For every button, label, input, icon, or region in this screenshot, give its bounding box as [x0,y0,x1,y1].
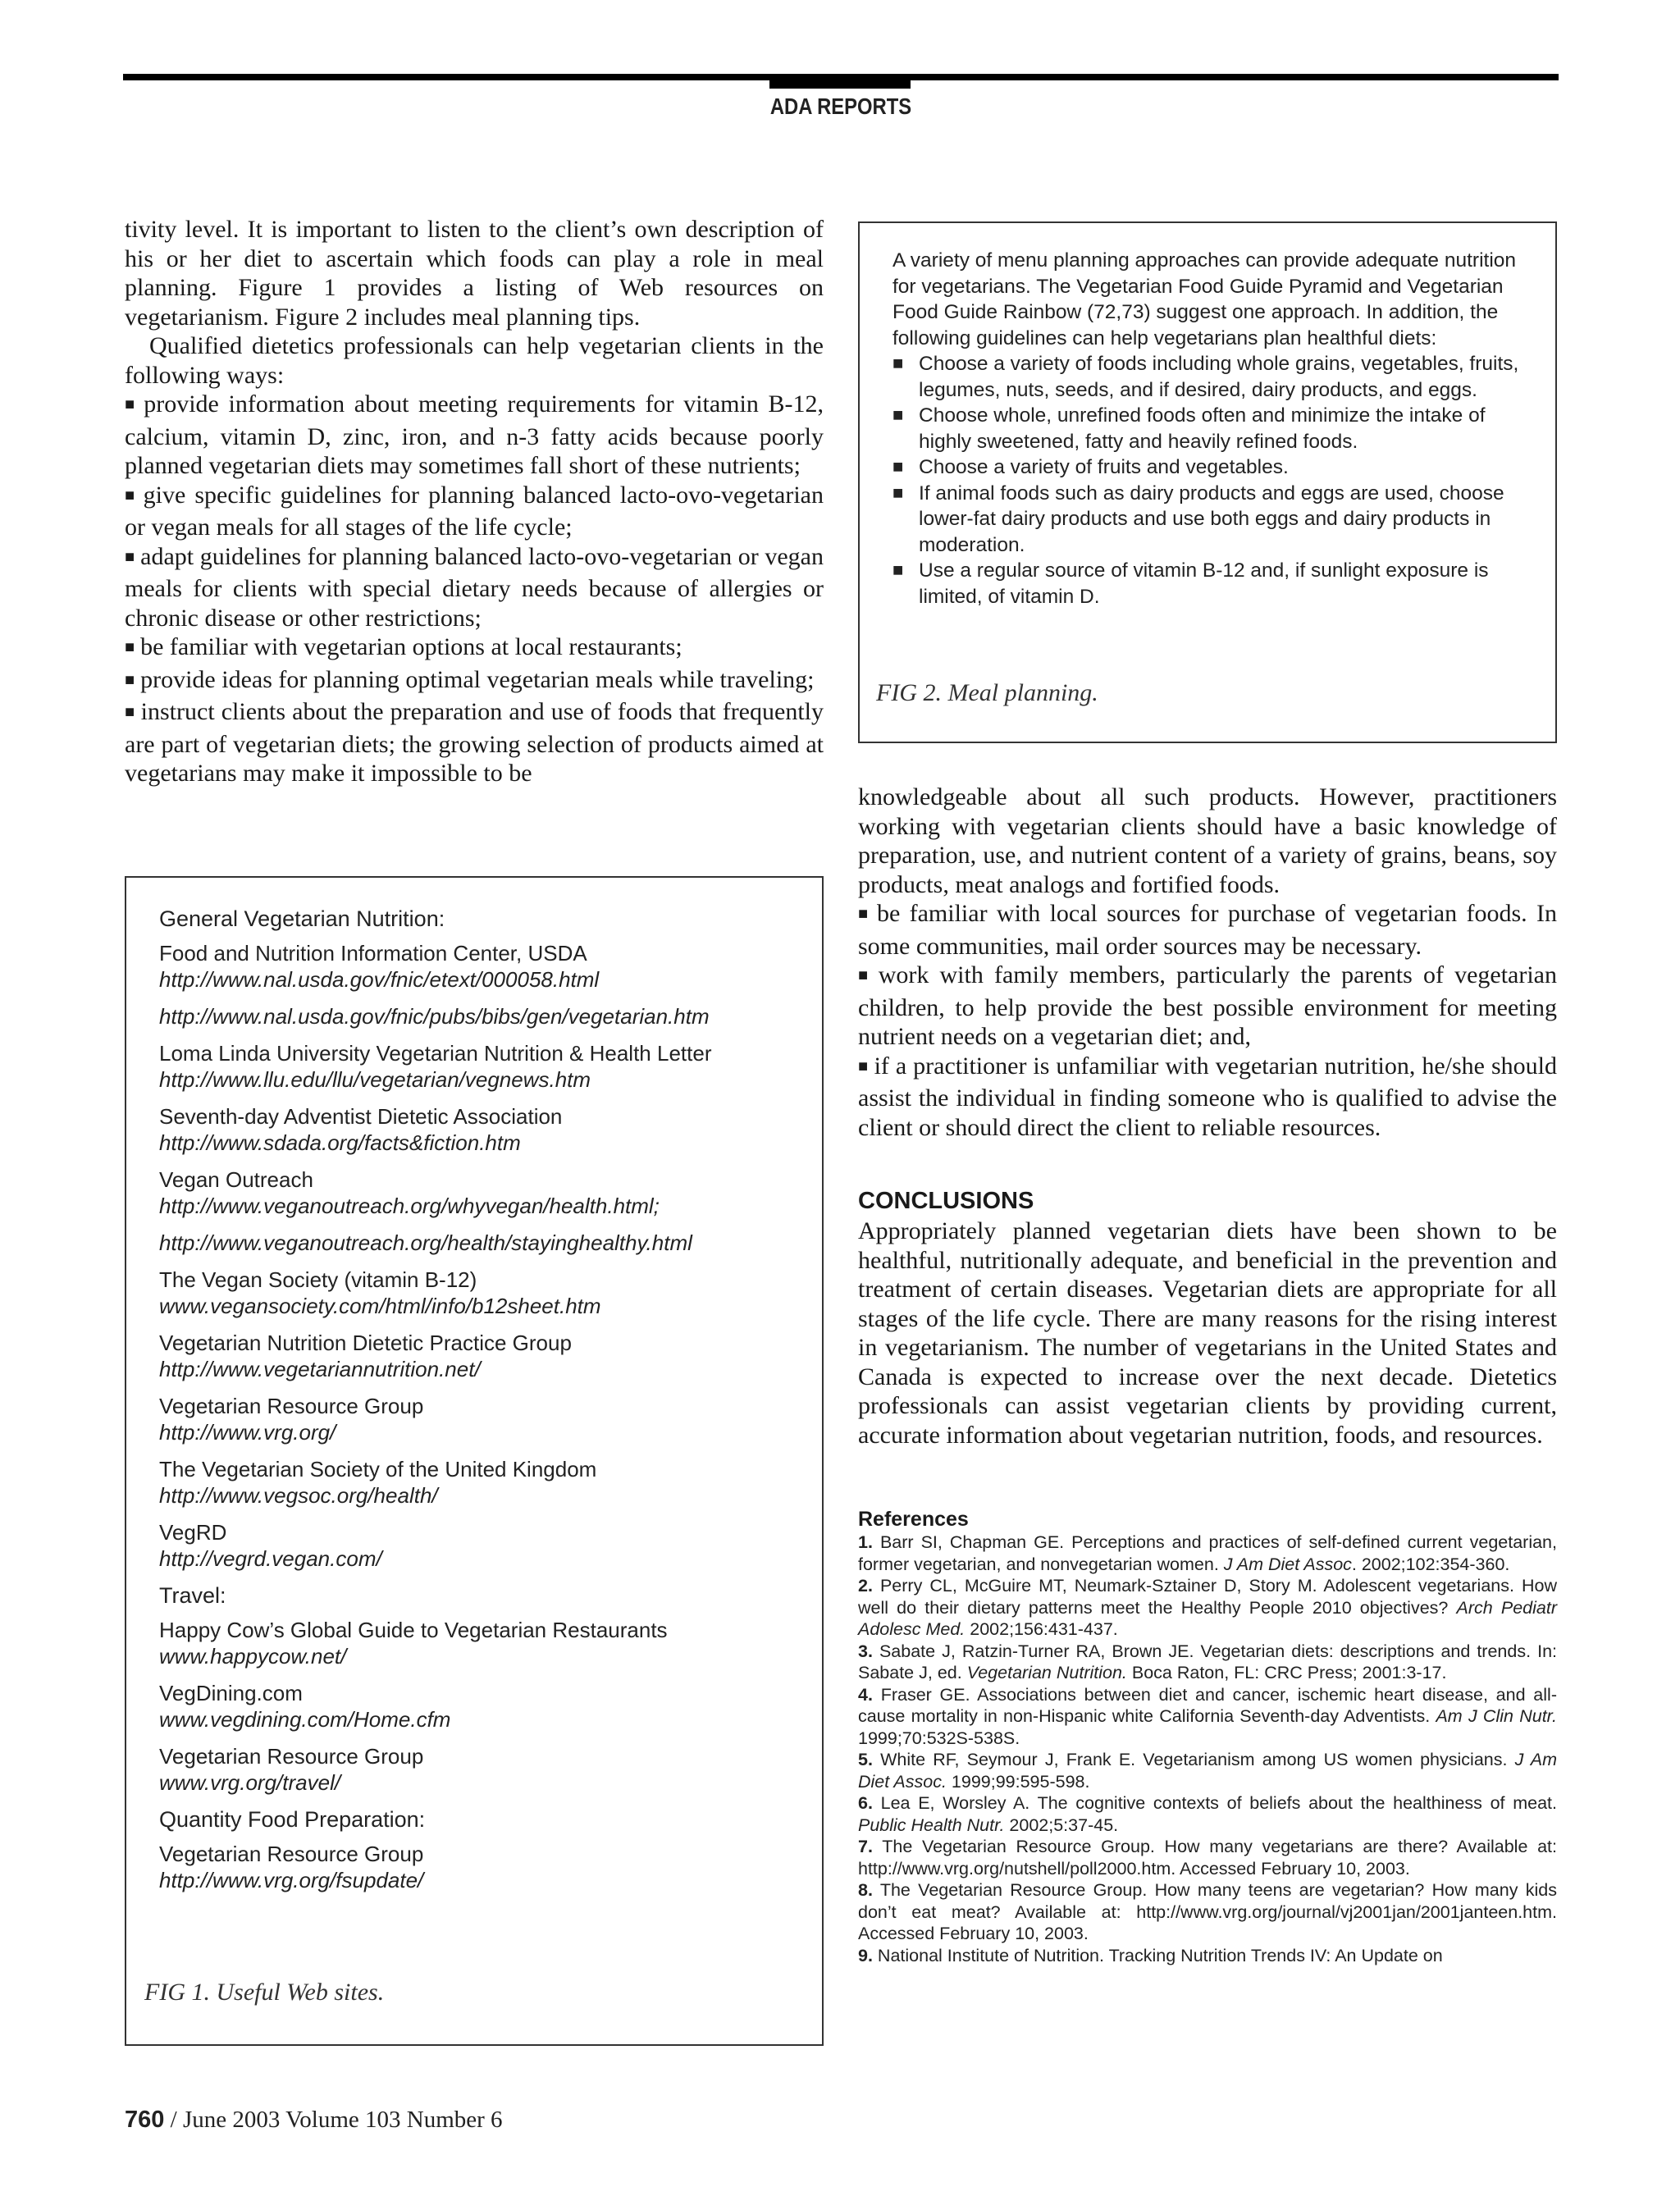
bullet-item: ■ be familiar with local sources for purchase of vegetarian foods. In some communities, mail order sources may be necessary. [858,899,1557,961]
figure-2-caption: FIG 2. Meal planning. [876,679,1098,706]
bullet-item: ■ provide ideas for planning optimal vegetarian meals while traveling; [125,665,824,698]
reference-text: . 2002;102:354-360. [1351,1554,1510,1574]
conclusions-heading: CONCLUSIONS [858,1188,1034,1214]
resource-url-link[interactable]: http://www.nal.usda.gov/fnic/etext/000058.html [159,967,600,992]
right-column-text [858,783,1557,1142]
web-resource-entry [159,1330,799,1382]
reference-number: 4. [858,1684,873,1705]
figure-2-box [858,221,1557,743]
reference-text: The Vegetarian Resource Group. How many vegetarians are there? Available at: http://www.vrg.org/nutshell/poll2000.htm. Accessed February 10, 2003. [858,1837,1557,1879]
left-column-text [125,215,824,788]
web-resource-list [159,940,799,1572]
bullet-item: ■ instruct clients about the preparation and use of foods that frequently are part of vegetarian diets; the growing selection of products aimed at vegetarians may make it impossible to be [125,697,824,788]
bullet-item: ■ provide information about meeting requirements for vitamin B-12, calcium, vitamin D, zinc, iron, and n-3 fatty acids because poorly planned vegetarian diets may sometimes fall short of these nutrients; [125,390,824,481]
reference-text: National Institute of Nutrition. Tracking Nutrition Trends IV: An Update on [877,1945,1443,1965]
resource-name: Vegetarian Resource Group [159,1394,424,1418]
resource-url-link[interactable]: www.vrg.org/travel/ [159,1770,341,1795]
resource-name: Vegetarian Resource Group [159,1842,424,1866]
web-resource-entry [159,1230,799,1256]
resource-name: Vegan Outreach [159,1167,313,1192]
reference-number: 5. [858,1750,873,1769]
paragraph: tivity level. It is important to listen to the client’s own description of his or her diet to ascertain which foods can play a role in meal planning. Figure 1 provides a listing of Web resources on vegetarianism. Figure 2 includes meal planning tips. [125,216,824,331]
bullet-item: ■ if a practitioner is unfamiliar with vegetarian nutrition, he/she should assist the individual in finding someone who is qualified to advise the client or should direct the client to reliable resources. [858,1052,1557,1143]
reference-item [858,1879,1557,1945]
paragraph: knowledgeable about all such products. However, practitioners working with vegetarian clients should have a basic knowledge of preparation, use, and nutrient content of a variety of grains, beans, soy products, meat analogs and fortified foods. [858,783,1557,898]
web-resource-entry [159,1519,799,1572]
web-resource-entry [159,1841,799,1893]
guideline-list [892,351,1526,609]
figure-1-content [159,901,799,1904]
resource-url-link[interactable]: http://www.vegsoc.org/health/ [159,1483,438,1508]
reference-item [858,1792,1557,1836]
web-resource-entry [159,1003,799,1029]
issue-info: / June 2003 Volume 103 Number 6 [164,2107,503,2133]
bullet-item: ■ work with family members, particularly the parents of vegetarian children, to help provide the best possible environment for meeting nutrient needs on a vegetarian diet; and, [858,961,1557,1052]
web-resource-entry [159,1166,799,1219]
conclusions-paragraph: Appropriately planned vegetarian diets have been shown to be healthful, nutritionally adequate, and beneficial in the prevention and treatment of certain diseases. Vegetarian diets are appropriate for all stages of the life cycle. There are many reasons for the rising interest in vegetarianism. The number of vegetarians in the United States and Canada is expected to increase over the next decade. Dietetics professionals can assist vegetarian clients by providing current, accurate information about vegetarian nutrition, foods, and resources. [858,1217,1557,1449]
header-tab [769,80,911,89]
web-resource-entry [159,1040,799,1093]
guideline-item: ■ Choose a variety of foods including whole grains, vegetables, fruits, legumes, nuts, seeds, and if desired, dairy products, and eggs. [892,351,1526,403]
reference-item [858,1575,1557,1641]
figure-2-content [892,248,1526,609]
web-resource-entry [159,1103,799,1156]
reference-text: Sabate J, Ratzin-Turner RA, Brown JE. Vegetarian diets: descriptions and trends. In: Sabate J, ed. [858,1641,1557,1682]
web-resource-entry [159,1456,799,1509]
resource-url-link[interactable]: http://www.vegetariannutrition.net/ [159,1357,481,1381]
resource-name: VegDining.com [159,1681,303,1705]
resource-url-link[interactable]: http://www.llu.edu/llu/vegetarian/vegnews.htm [159,1067,591,1092]
resource-url-link[interactable]: http://www.vrg.org/fsupdate/ [159,1868,424,1892]
figure-2-intro: A variety of menu planning approaches can provide adequate nutrition for vegetarians. The Vegetarian Food Guide Pyramid and Vegetarian Food Guide Rainbow (72,73) suggest one approach. In addition, the following guidelines can help vegetarians plan healthful diets: [892,249,1517,349]
resource-name: Vegetarian Resource Group [159,1744,424,1769]
bullet-item: ■ give specific guidelines for planning balanced lacto-ovo-vegetarian or vegan meals for all stages of the life cycle; [125,481,824,542]
web-resource-entry [159,940,799,993]
resource-name: The Vegetarian Society of the United Kingdom [159,1457,597,1481]
resource-url-link[interactable]: www.vegansociety.com/html/info/b12sheet.htm [159,1294,601,1318]
reference-item [858,1749,1557,1792]
reference-journal: J Am Diet Assoc [1223,1554,1352,1574]
page-footer [125,2107,503,2134]
web-resource-entry [159,1617,799,1669]
resource-name: The Vegan Society (vitamin B-12) [159,1267,477,1292]
section-heading: General Vegetarian Nutrition: [159,906,445,931]
reference-item [858,1641,1557,1684]
reference-journal: Am J Clin Nutr. [1436,1706,1558,1726]
reference-number: 2. [858,1576,873,1596]
references-section [858,1508,1557,1966]
reference-item [858,1532,1557,1575]
reference-number: 3. [858,1641,873,1661]
reference-text: Fraser GE. Associations between diet and cancer, ischemic heart disease, and all-cause mortality in non-Hispanic white California Seventh-day Adventists. [858,1684,1557,1726]
web-resource-entry [159,1743,799,1796]
reference-number: 8. [858,1880,873,1900]
reference-journal: Arch Pediatr Adolesc Med. [858,1597,1557,1639]
reference-journal: Public Health Nutr. [858,1815,1005,1835]
reference-text: Barr SI, Chapman GE. Perceptions and practices of self-defined current vegetarian, former vegetarian, and nonvegetarian women. [858,1532,1557,1574]
reference-number: 6. [858,1793,873,1813]
bullet-item: ■ adapt guidelines for planning balanced lacto-ovo-vegetarian or vegan meals for clients with special dietary needs because of allergies or chronic disease or other restrictions; [125,542,824,633]
web-resource-entry [159,1393,799,1445]
paragraph: Qualified dietetics professionals can help vegetarian clients in the following ways: [125,332,824,389]
reference-text: 1999;70:532S-538S. [858,1728,1020,1748]
references-list [858,1532,1557,1966]
header-rule [123,74,1559,80]
reference-text: 2002;156:431-437. [965,1619,1118,1639]
resource-url-link[interactable]: www.happycow.net/ [159,1644,347,1669]
figure-1-caption: FIG 1. Useful Web sites. [144,1979,385,2006]
reference-item [858,1836,1557,1879]
reference-text: White RF, Seymour J, Frank E. Vegetarianism among US women physicians. [880,1750,1515,1769]
bullet-item: ■ be familiar with vegetarian options at local restaurants; [125,632,824,665]
web-resource-list [159,1841,799,1893]
resource-url-link[interactable]: http://www.sdada.org/facts&fiction.htm [159,1130,521,1155]
resource-name: Happy Cow’s Global Guide to Vegetarian Restaurants [159,1618,668,1642]
reference-text: The Vegetarian Resource Group. How many teens are vegetarian? How many kids don’t eat meat? Available at: http://www.vrg.org/journal/vj2001jan/2001janteen.htm. Accessed February 10, 2003. [858,1880,1557,1943]
reference-item [858,1945,1557,1967]
resource-url-link[interactable]: http://www.nal.usda.gov/fnic/pubs/bibs/gen/vegetarian.htm [159,1004,710,1029]
guideline-item: ■ Choose whole, unrefined foods often and minimize the intake of highly sweetened, fatty and heavily refined foods. [892,403,1526,454]
resource-name: Vegetarian Nutrition Dietetic Practice Group [159,1331,572,1355]
guideline-item: ■ Choose a variety of fruits and vegetables. [892,454,1526,481]
running-header: ADA REPORTS [769,94,912,119]
reference-text: 2002;5:37-45. [1004,1815,1119,1835]
references-heading: References [858,1508,969,1531]
web-resource-list [159,1617,799,1796]
web-resource-entry [159,1267,799,1319]
reference-journal: J Am Diet Assoc. [858,1750,1557,1792]
reference-journal: Vegetarian Nutrition. [966,1663,1127,1682]
guideline-item: ■ Use a regular source of vitamin B-12 and, if sunlight exposure is limited, of vitamin D. [892,558,1526,609]
reference-number: 7. [858,1837,873,1856]
resource-url-link[interactable]: www.vegdining.com/Home.cfm [159,1707,451,1732]
page-number: 760 [125,2107,165,2133]
resource-name: Loma Linda University Vegetarian Nutrition & Health Letter [159,1041,712,1066]
reference-text: Lea E, Worsley A. The cognitive contexts of beliefs about the healthiness of meat. [880,1793,1557,1813]
reference-text: Perry CL, McGuire MT, Neumark-Sztainer D, Story M. Adolescent vegetarians. How well do their dietary patterns meet the Healthy People 2010 objectives? [858,1576,1557,1618]
resource-url-link[interactable]: http://vegrd.vegan.com/ [159,1546,382,1571]
section-heading: Quantity Food Preparation: [159,1807,426,1832]
conclusions-section [858,1188,1557,1449]
resource-name: Food and Nutrition Information Center, USDA [159,941,587,966]
reference-number: 9. [858,1945,873,1965]
resource-url-link[interactable]: http://www.vrg.org/ [159,1420,336,1445]
web-resource-entry [159,1680,799,1732]
reference-item [858,1684,1557,1750]
reference-text: Boca Raton, FL: CRC Press; 2001:3-17. [1126,1663,1447,1682]
figure-1-box [125,876,824,2046]
resource-url-link[interactable]: http://www.veganoutreach.org/health/stayinghealthy.html [159,1230,692,1255]
reference-number: 1. [858,1532,873,1552]
resource-name: VegRD [159,1520,227,1545]
resource-name: Seventh-day Adventist Dietetic Association [159,1104,563,1129]
section-heading: Travel: [159,1583,226,1608]
guideline-item: ■ If animal foods such as dairy products and eggs are used, choose lower-fat dairy products and use both eggs and dairy products in moderation. [892,481,1526,559]
reference-text: 1999;99:595-598. [946,1771,1090,1792]
resource-url-link[interactable]: http://www.veganoutreach.org/whyvegan/health.html; [159,1194,660,1218]
